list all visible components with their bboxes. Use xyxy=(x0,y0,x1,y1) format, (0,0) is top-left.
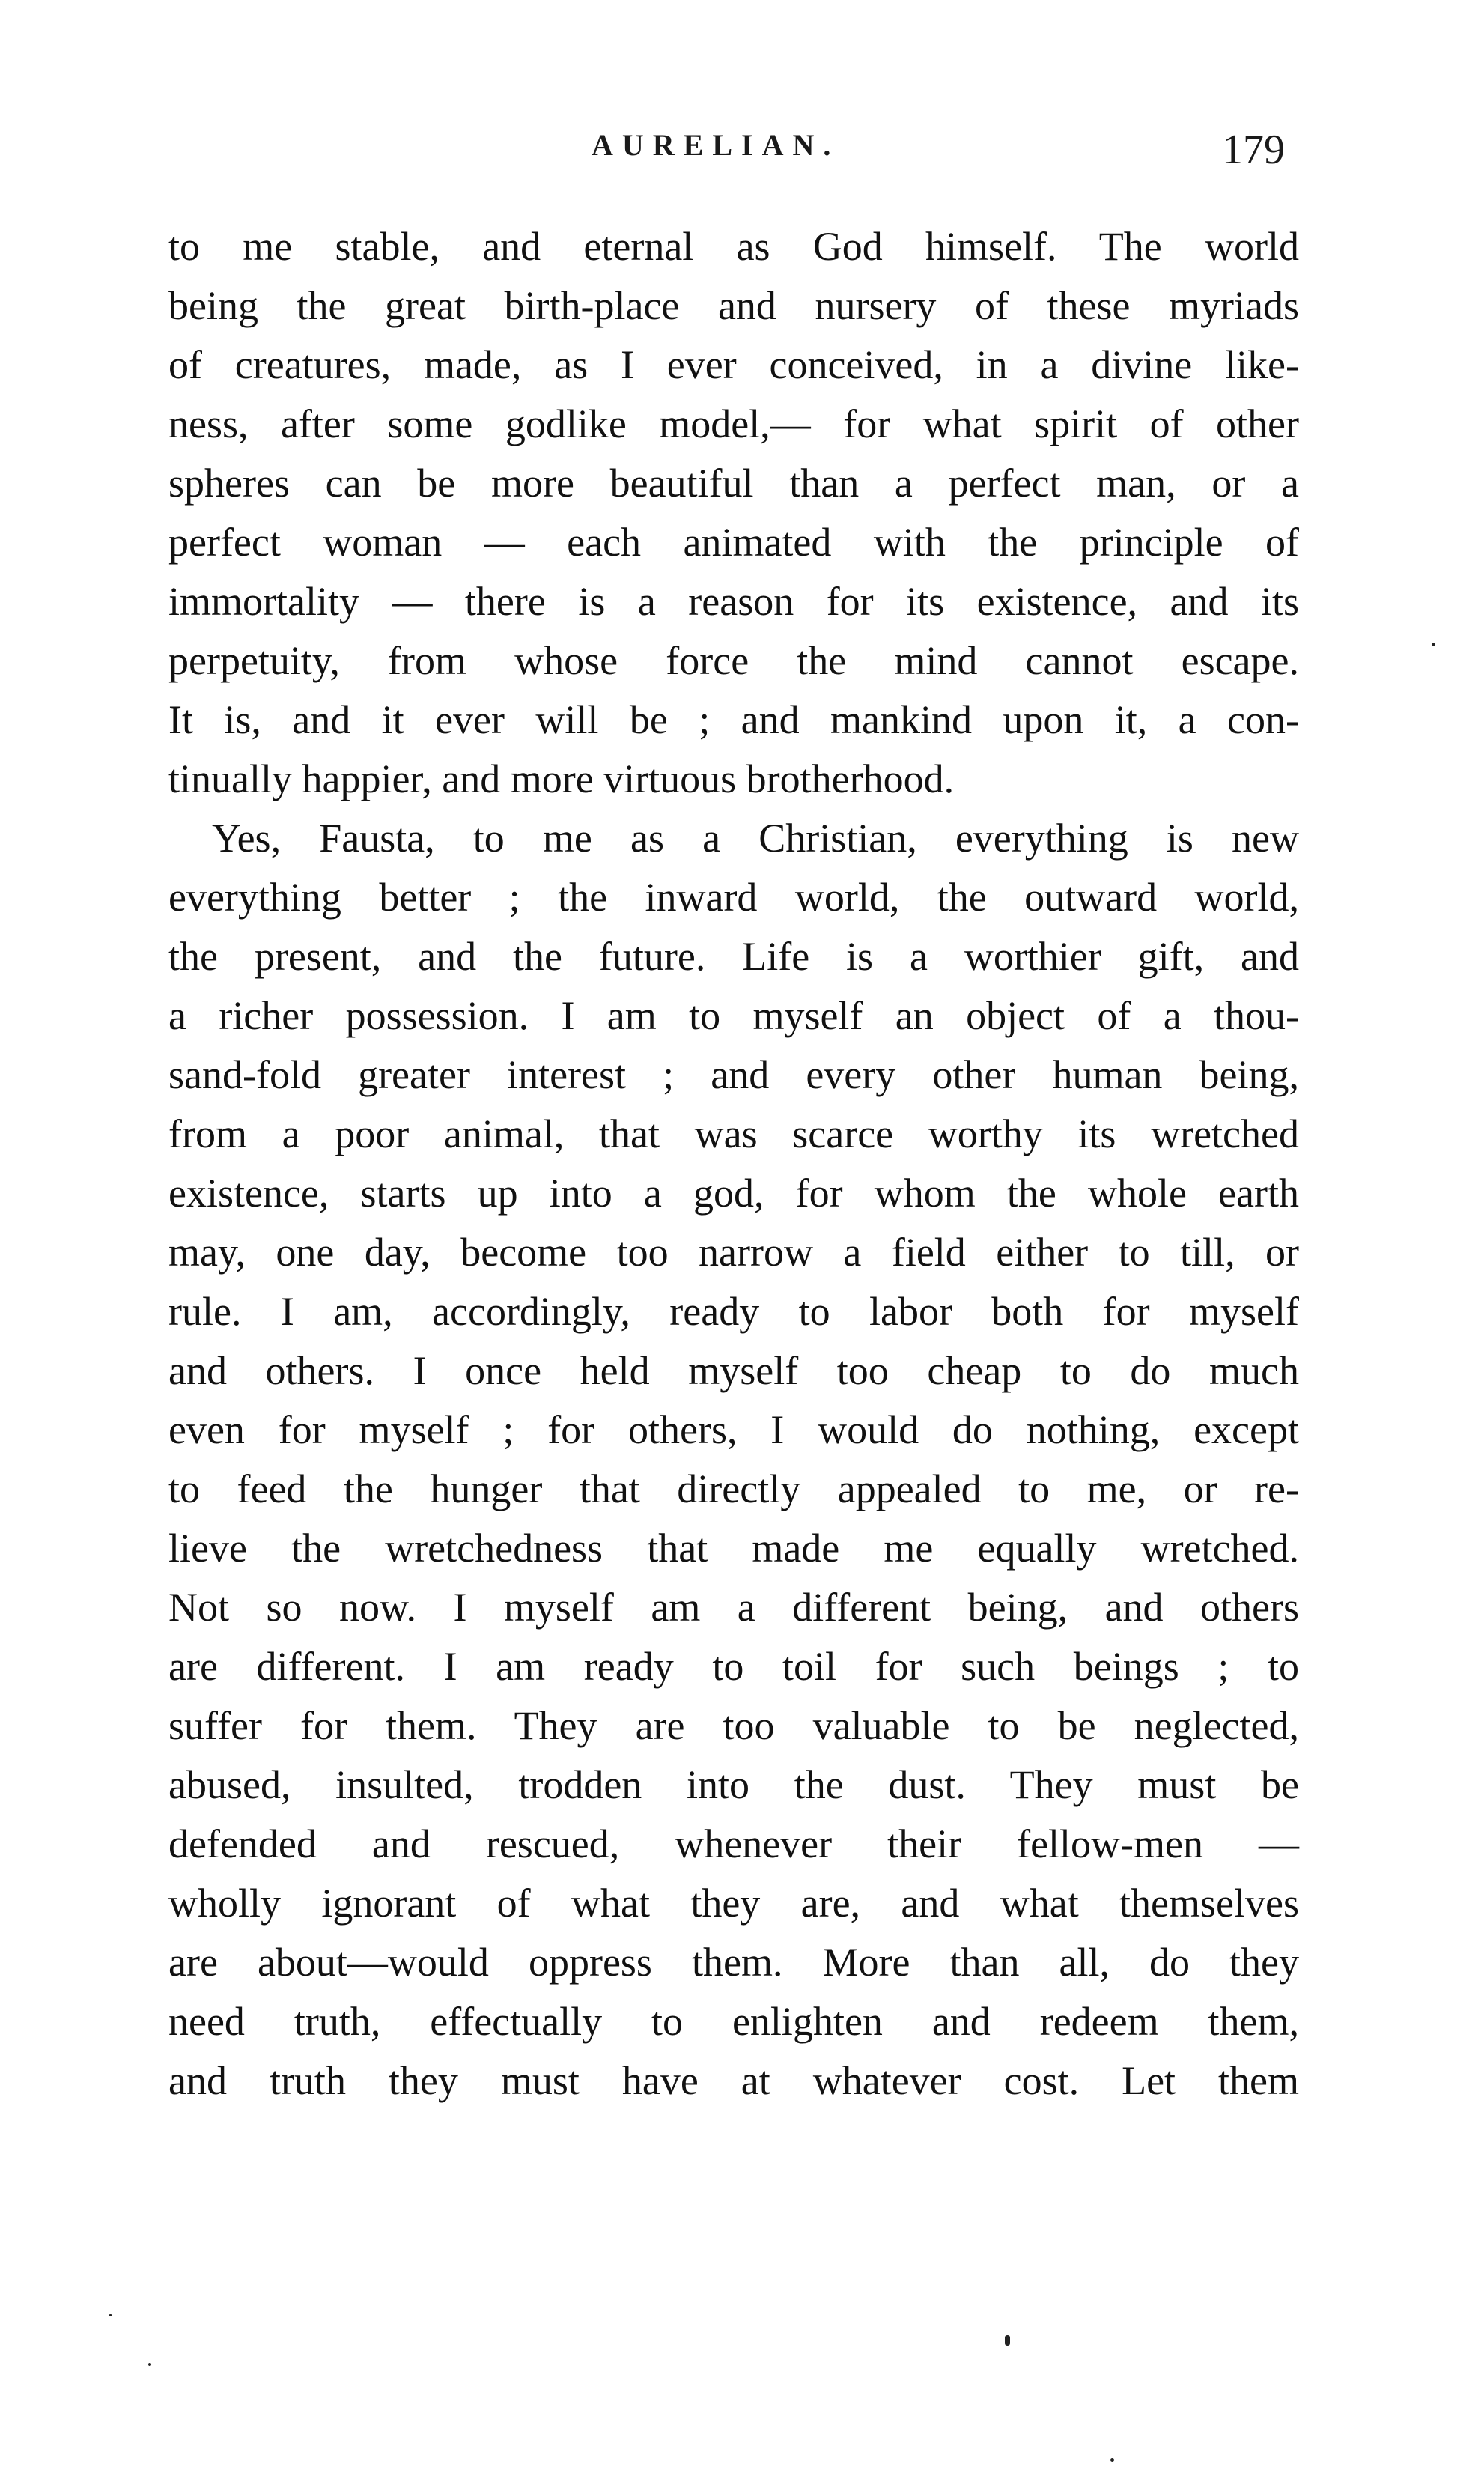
text-line: sand-fold greater interest ; and every other human being, xyxy=(168,1052,1299,1097)
text-line: tinually happier, and more virtuous brotherhood. xyxy=(168,756,955,801)
text-line: even for myself ; for others, I would do nothing, except xyxy=(168,1407,1299,1452)
text-line: a richer possession. I am to myself an object of a thou- xyxy=(168,993,1299,1038)
text-line: perfect woman — each animated with the principle of xyxy=(168,520,1299,565)
text-line: defended and rescued, whenever their fellow-men — xyxy=(168,1821,1299,1866)
body-text xyxy=(168,217,1299,2111)
text-line: and truth they must have at whatever cost. Let them xyxy=(168,2058,1299,2103)
text-line: suffer for them. They are too valuable to be neglected, xyxy=(168,1703,1299,1748)
text-line: ness, after some godlike model,— for what spirit of other xyxy=(168,401,1299,446)
text-line: and others. I once held myself too cheap to do much xyxy=(168,1348,1299,1393)
text-line: may, one day, become too narrow a field either to till, or xyxy=(168,1230,1299,1275)
text-line: Not so now. I myself am a different being, and others xyxy=(168,1585,1299,1630)
text-line: to me stable, and eternal as God himself. The world xyxy=(168,224,1299,269)
text-line: the present, and the future. Life is a worthier gift, and xyxy=(168,934,1299,979)
text-line: from a poor animal, that was scarce worthy its wretched xyxy=(168,1111,1299,1156)
scan-speck xyxy=(1110,2458,1114,2462)
text-line: need truth, effectually to enlighten and redeem them, xyxy=(168,1999,1299,2044)
text-line: being the great birth-place and nursery of these myriads xyxy=(168,283,1299,328)
running-title: AURELIAN. xyxy=(592,128,840,162)
text-line: rule. I am, accordingly, ready to labor both for myself xyxy=(168,1289,1299,1334)
scan-speck xyxy=(109,2314,112,2316)
text-line: It is, and it ever will be ; and mankind upon it, a con- xyxy=(168,697,1299,742)
text-line: are about—would oppress them. More than all, do they xyxy=(168,1940,1299,1985)
text-line: of creatures, made, as I ever conceived, in a divine like- xyxy=(168,342,1299,387)
text-line: spheres can be more beautiful than a perfect man, or a xyxy=(168,461,1299,506)
page-number: 179 xyxy=(1222,127,1285,173)
scan-speck xyxy=(148,2363,151,2366)
text-line: are different. I am ready to toil for such beings ; to xyxy=(168,1644,1299,1689)
text-line: wholly ignorant of what they are, and what themselves xyxy=(168,1881,1299,1926)
text-line: to feed the hunger that directly appealed to me, or re- xyxy=(168,1466,1299,1511)
text-line: abused, insulted, trodden into the dust. They must be xyxy=(168,1762,1299,1807)
text-line: perpetuity, from whose force the mind cannot escape. xyxy=(168,638,1299,683)
text-line: existence, starts up into a god, for whom the whole earth xyxy=(168,1171,1299,1216)
paragraph-start-line: Yes, Fausta, to me as a Christian, everything is new xyxy=(212,816,1299,861)
text-line: immortality — there is a reason for its existence, and its xyxy=(168,579,1299,624)
scan-speck xyxy=(1432,643,1435,646)
text-line: everything better ; the inward world, the outward world, xyxy=(168,875,1299,920)
scan-speck xyxy=(1005,2335,1010,2346)
text-line: lieve the wretchedness that made me equally wretched. xyxy=(168,1526,1299,1571)
